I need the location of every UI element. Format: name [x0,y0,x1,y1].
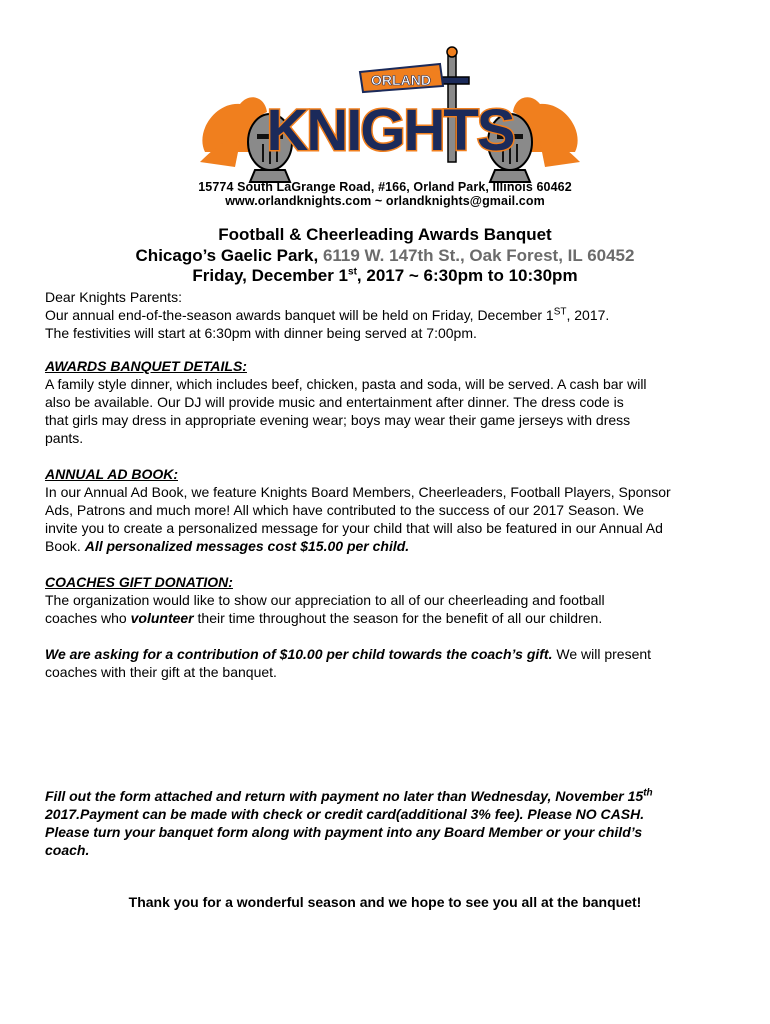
awards-line: that girls may dress in appropriate evening wear; boys may wear their game jerseys with dress [45,412,631,428]
adbook-heading: ANNUAL AD BOOK: [45,466,178,482]
form-line [45,787,735,805]
coaches-line-text: coaches who [45,610,131,626]
contribution-line [45,645,735,663]
intro-line-suffix: ST [553,306,567,318]
closing-message: Thank you for a wonderful season and we hope to see you all at the banquet! [128,894,642,910]
form-instructions [45,787,735,859]
date-text: Friday, December 1 [192,266,349,285]
awards-section [45,357,735,447]
event-title: Football & Cheerleading Awards Banquet [218,225,552,244]
date-suffix: st [348,266,357,278]
intro-line-end: , 2017. [566,307,610,323]
contribution-paragraph [45,645,735,681]
adbook-line-text: Book. [45,538,85,554]
intro-line [45,306,735,324]
venue-address: 6119 W. 147th St., Oak Forest, IL 60452 [322,246,635,265]
awards-heading: AWARDS BANQUET DETAILS: [45,358,247,374]
form-line-text: Fill out the form attached and return with payment no later than Wednesday, November 15 [45,788,644,804]
contribution-line-2: coaches with their gift at the banquet. [45,664,277,680]
intro-line-text: Our annual end-of-the-season awards banquet will be held on Friday, December 1 [45,307,554,323]
coaches-section [45,573,735,627]
contribution-line-end: We will present [552,646,652,662]
contribution-ask: We are asking for a contribution of $10.00 per child towards the coach’s gift. [45,646,553,662]
awards-line: A family style dinner, which includes beef, chicken, pasta and soda, will be served. A cash bar will [45,376,647,392]
event-date [0,266,770,286]
coaches-line [45,609,735,627]
adbook-section [45,465,735,555]
intro-line-2: The festivities will start at 6:30pm with dinner being served at 7:00pm. [45,325,477,341]
adbook-price: All personalized messages cost $15.00 per child. [84,538,410,554]
logo-main-text: KNIGHTS [266,98,514,163]
form-line: Please turn your banquet form along with payment into any Board Member or your child’s [45,824,643,840]
venue-name: Chicago’s Gaelic Park, [135,246,319,265]
adbook-line: invite you to create a personalized message for your child that will also be featured in our Annual Ad [45,520,663,536]
coaches-line-end: their time throughout the season for the benefit of all our children. [193,610,603,626]
form-line: 2017.Payment can be made with check or credit card(additional 3% fee). Please NO CASH. [45,806,645,822]
adbook-line: Ads, Patrons and much more! All which have contributed to the success of our 2017 Season. We [45,502,644,518]
volunteer-emphasis: volunteer [130,610,194,626]
orland-knights-logo [195,42,585,192]
address-line: 15774 South LaGrange Road, #166, Orland Park, Illinois 60462 [198,180,572,194]
form-line: coach. [45,842,90,858]
logo-small-text: ORLAND [371,72,431,88]
coaches-line: The organization would like to show our appreciation to all of our cheerleading and football [45,592,605,608]
date-time-text: , 2017 ~ 6:30pm to 10:30pm [356,266,578,285]
adbook-line [45,537,735,555]
coaches-heading: COACHES GIFT DONATION: [45,574,233,590]
greeting: Dear Knights Parents: [45,289,182,305]
adbook-line: In our Annual Ad Book, we feature Knights Board Members, Cheerleaders, Football Players, Sponsor [45,484,671,500]
form-date-suffix: th [643,787,653,799]
intro-paragraph [45,288,735,342]
awards-line: pants. [45,430,84,446]
contact-line: www.orlandknights.com ~ orlandknights@gmail.com [225,194,545,208]
event-venue [0,246,770,266]
awards-line: also be available. Our DJ will provide music and entertainment after dinner. The dress code is [45,394,624,410]
